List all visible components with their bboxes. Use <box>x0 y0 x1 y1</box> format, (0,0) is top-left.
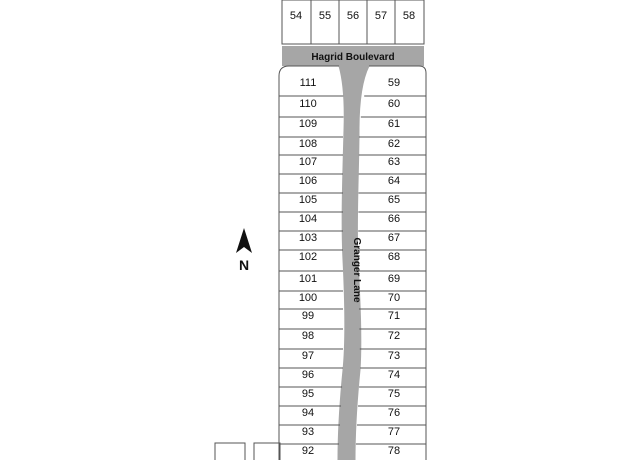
lot-number-102: 102 <box>298 251 318 263</box>
north-arrow <box>236 228 252 273</box>
lot-number-78: 78 <box>387 445 401 457</box>
lot-number-95: 95 <box>301 388 315 400</box>
top-lots-row <box>282 0 424 44</box>
lot-number-66: 66 <box>387 213 401 225</box>
lot-number-94: 94 <box>301 407 315 419</box>
top-lots-outline <box>282 0 424 44</box>
lot-number-103: 103 <box>298 232 318 244</box>
lot-number-62: 62 <box>387 138 401 150</box>
lot-number-96: 96 <box>301 369 315 381</box>
lot-number-71: 71 <box>387 310 401 322</box>
lot-number-73: 73 <box>387 350 401 362</box>
lot-number-107: 107 <box>298 156 318 168</box>
lot-number-92: 92 <box>301 445 315 457</box>
lot-number-61: 61 <box>387 118 401 130</box>
lot-number-69: 69 <box>387 273 401 285</box>
lot-number-56: 56 <box>346 10 360 22</box>
lot-number-111: 111 <box>299 77 317 89</box>
lot-number-75: 75 <box>387 388 401 400</box>
north-arrow-icon <box>236 228 252 253</box>
lot-number-104: 104 <box>298 213 318 225</box>
lot-number-55: 55 <box>318 10 332 22</box>
lot-number-98: 98 <box>301 330 315 342</box>
lot-number-63: 63 <box>387 156 401 168</box>
hagrid-boulevard-label: Hagrid Boulevard <box>311 52 395 63</box>
lot-number-93: 93 <box>301 426 315 438</box>
lot-number-68: 68 <box>387 251 401 263</box>
lot-number-99: 99 <box>301 310 315 322</box>
lot-number-108: 108 <box>298 138 318 150</box>
lot-number-64: 64 <box>387 175 401 187</box>
lot-number-57: 57 <box>374 10 388 22</box>
lot-number-59: 59 <box>387 77 401 89</box>
lot-number-106: 106 <box>298 175 318 187</box>
lot-number-60: 60 <box>387 98 401 110</box>
lot-number-97: 97 <box>301 350 315 362</box>
adjacent-lot-a <box>215 443 245 460</box>
lot-number-100: 100 <box>298 292 318 304</box>
lot-number-76: 76 <box>387 407 401 419</box>
lot-number-67: 67 <box>387 232 401 244</box>
adjacent-lot-b <box>254 443 280 460</box>
lot-number-58: 58 <box>402 10 416 22</box>
lot-number-70: 70 <box>387 292 401 304</box>
left-lots-column <box>279 66 344 460</box>
lot-number-110: 110 <box>299 98 317 110</box>
lot-number-101: 101 <box>298 273 318 285</box>
lot-number-77: 77 <box>387 426 401 438</box>
lot-number-72: 72 <box>387 330 401 342</box>
granger-lane-label: Granger Lane <box>351 237 362 303</box>
right-lots-column <box>356 66 426 460</box>
lot-number-109: 109 <box>298 118 318 130</box>
lot-number-54: 54 <box>289 10 303 22</box>
lot-number-65: 65 <box>387 194 401 206</box>
lot-number-105: 105 <box>298 194 318 206</box>
lot-number-74: 74 <box>387 369 401 381</box>
north-label: N <box>238 257 250 273</box>
